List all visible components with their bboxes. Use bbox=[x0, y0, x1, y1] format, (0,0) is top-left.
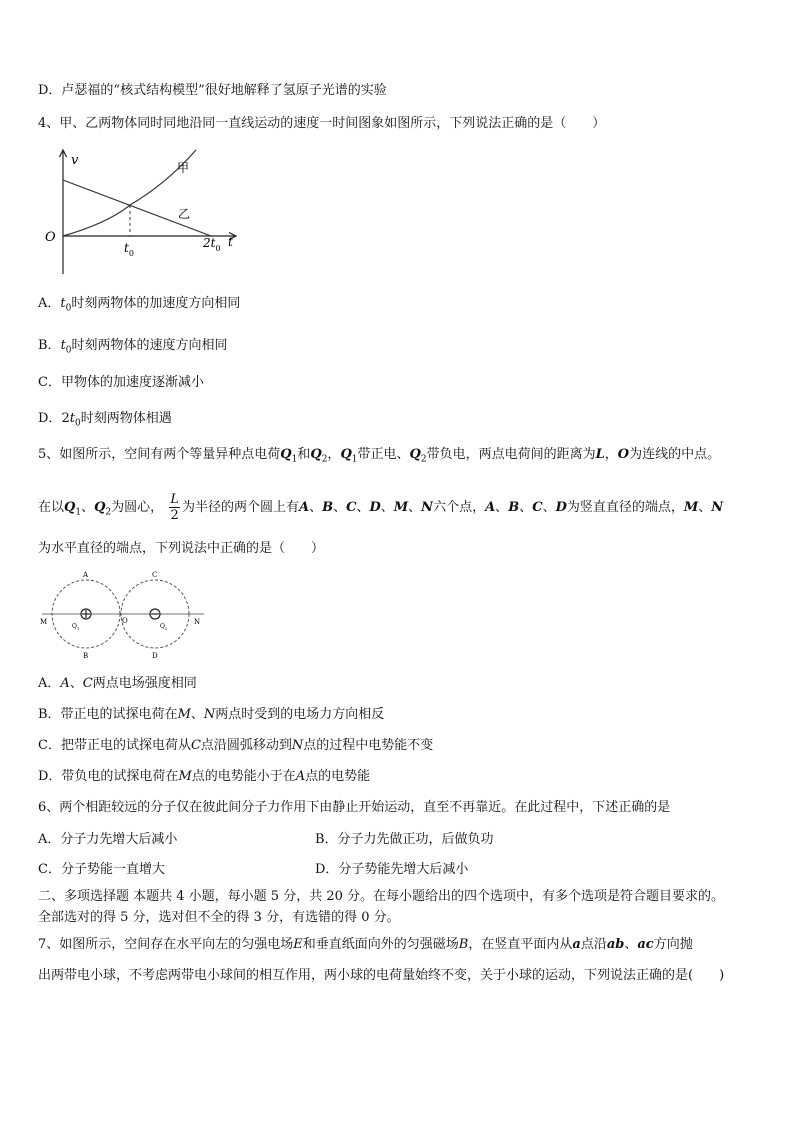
q6-option-a: A．分子力先增大后减小 bbox=[38, 832, 178, 847]
q6-option-d: D．分子势能先增大后减小 bbox=[315, 862, 469, 877]
q4-vt-graph bbox=[38, 146, 248, 276]
q6-stem: 6、两个相距较远的分子仅在彼此间分子力作用下由静止开始运动，直至不再靠近。在此过程中，下述正确的是 bbox=[38, 800, 671, 815]
origin-label: O bbox=[45, 230, 56, 245]
v-axis-label: v bbox=[71, 153, 79, 168]
q3-option-d: D．卢瑟福的“核式结构模型”很好地解释了氢原子光谱的实验 bbox=[38, 83, 387, 98]
q4-option-b: B．$t_0$时刻两物体的速度方向相同 bbox=[38, 338, 228, 356]
q4-option-d: D．$2t_0$时刻两物体相遇 bbox=[38, 411, 172, 429]
q6-option-c: C．分子势能一直增大 bbox=[38, 862, 165, 877]
q7-stem-line1: 7、如图所示，空间存在水平向左的匀强电场E和垂直纸面向外的匀强磁场B，在竖直平面内从a点沿ab、ac方向抛 bbox=[38, 937, 693, 952]
point-c-label: C bbox=[152, 571, 158, 579]
q5-option-d: D．带负电的试探电荷在M点的电势能小于在A点的电势能 bbox=[38, 769, 371, 784]
q5-option-c: C．把带正电的试探电荷从C点沿圆弧移动到N点的过程中电势能不变 bbox=[38, 738, 434, 753]
q6-option-b: B．分子力先做正功，后做负功 bbox=[315, 832, 494, 847]
q4-option-c: C．甲物体的加速度逐渐减小 bbox=[38, 375, 204, 390]
point-o-label: O bbox=[122, 617, 128, 625]
t-axis-label: t bbox=[228, 235, 233, 249]
point-a-label: A bbox=[83, 571, 89, 579]
q5-stem-line2: 在以$Q_1$、$Q_2$为圆心， $\frac{L}{2}$ 为半径的两个圆上有A、B、C、D、M、N六个点，A、B、C、D为竖直直径的端点，M、N bbox=[38, 492, 724, 523]
point-b-label: B bbox=[83, 652, 89, 660]
q5-stem-line3: 为水平直径的端点，下列说法中正确的是（ ） bbox=[38, 541, 325, 556]
fraction-l-over-2: $\frac{L}{2}$ bbox=[170, 492, 179, 523]
point-n-label: N bbox=[194, 618, 201, 626]
q5-option-b: B．带正电的试探电荷在M、N两点时受到的电场力方向相反 bbox=[38, 707, 385, 722]
q1-label: $Q_1$ bbox=[72, 623, 80, 631]
section2-instructions-line2: 全部选对的得 5 分，选对但不全的得 3 分，有选错的得 0 分。 bbox=[38, 910, 400, 925]
point-d-label: D bbox=[152, 652, 158, 660]
2t0-label: $2t_0$ bbox=[203, 236, 221, 253]
t0-label: $t_0$ bbox=[124, 241, 134, 258]
yi-label: 乙 bbox=[178, 207, 191, 221]
q4-stem: 4、甲、乙两物体同时同地沿同一直线运动的速度一时间图象如图所示，下列说法正确的是（ ） bbox=[38, 116, 606, 131]
point-m-label: M bbox=[40, 618, 48, 626]
q4-option-a: A．$t_0$时刻两物体的加速度方向相同 bbox=[38, 296, 241, 314]
q5-charges-figure bbox=[38, 568, 208, 664]
jia-label: 甲 bbox=[177, 161, 190, 175]
q2-label: $Q_2$ bbox=[160, 623, 168, 631]
section2-instructions-line1: 二、多项选择题 本题共 4 小题，每小题 5 分，共 20 分。在每小题给出的四个选项中，有多个选项是符合题目要求的。 bbox=[38, 889, 725, 904]
q5-stem-line1: 5、如图所示，空间有两个等量异种点电荷$Q_1$和$Q_2$，$Q_1$带正电、$Q_2$带负电，两点电荷间的距离为L，O为连线的中点。 bbox=[38, 447, 721, 465]
q7-stem-line2: 出两带电小球，不考虑两带电小球间的相互作用，两小球的电荷量始终不变，关于小球的运动，下列说法正确的是( ) bbox=[38, 968, 725, 983]
q5-option-a: A．A、C两点电场强度相同 bbox=[38, 676, 197, 691]
